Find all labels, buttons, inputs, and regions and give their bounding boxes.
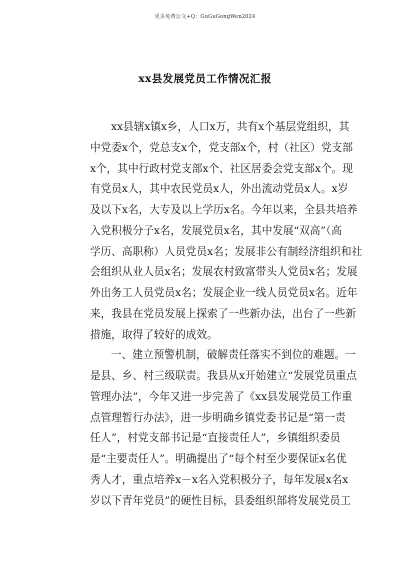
paragraph-line: 来，我县在党员发展上探索了一些新办法，出台了一些新: [90, 307, 357, 320]
paragraph-line: 管理办法”，今年又进一步完善了《xx县发展党员工作重: [90, 390, 353, 403]
paragraph-line: 措施，取得了较好的成效。: [90, 328, 218, 341]
document-body: [90, 117, 363, 511]
paragraph-line: 学历、高职称）人员党员x名；发展非公有制经济组织和社: [90, 245, 363, 258]
paragraph-line: 是“主要责任人”。明确提出了“每个村至少要保证x名优: [90, 453, 347, 465]
paragraph-line: 会组织从业人员x名；发展农村致富带头人党员x名；发展: [90, 266, 358, 279]
document-title: xx县发展党员工作情况汇报: [138, 73, 272, 85]
paragraph-line: 有党员x人，其中农民党员x人，外出流动党员x人。x岁: [90, 183, 349, 196]
paragraph-line: 及以下x名，大专及以上学历x名。今年以来，全县共培养: [90, 204, 358, 216]
paragraph-line: 入党积极分子x名，发展党员x名，其中发展“双高”（高: [90, 224, 342, 237]
paragraph-line: xx县辖x镇x乡，人口x万，共有x个基层党组织，其: [111, 121, 350, 133]
paragraph-line: 中党委x个，党总支x个，党支部x个，村（社区）党支部: [90, 141, 353, 154]
paragraph-line: 是县、乡、村三级联责。我县从x开始建立“发展党员重点: [90, 370, 357, 382]
paragraph-line: x个，其中行政村党支部x个、社区居委会党支部x个。现: [90, 162, 353, 175]
paragraph-line: 外出务工人员党员x名；发展企业一线人员党员x名。近年: [90, 287, 358, 299]
paragraph-line: 任人”，村党支部书记是“直接责任人”，乡镇组织委员: [90, 432, 341, 445]
header-contact-note: 更多免费公文+Q：GuGuGongWen2024: [154, 14, 256, 20]
paragraph-line: 一、建立预警机制，破解责任落实不到位的难题。一: [111, 349, 356, 362]
paragraph-line: 点管理暂行办法》，进一步明确乡镇党委书记是“第一责: [90, 411, 346, 424]
paragraph-line: 秀人才，重点培养x－x名入党积极分子，每年发展x名x: [90, 473, 349, 486]
paragraph-line: 岁以下青年党员”的硬性目标，县委组织部将发展党员工: [90, 494, 351, 507]
